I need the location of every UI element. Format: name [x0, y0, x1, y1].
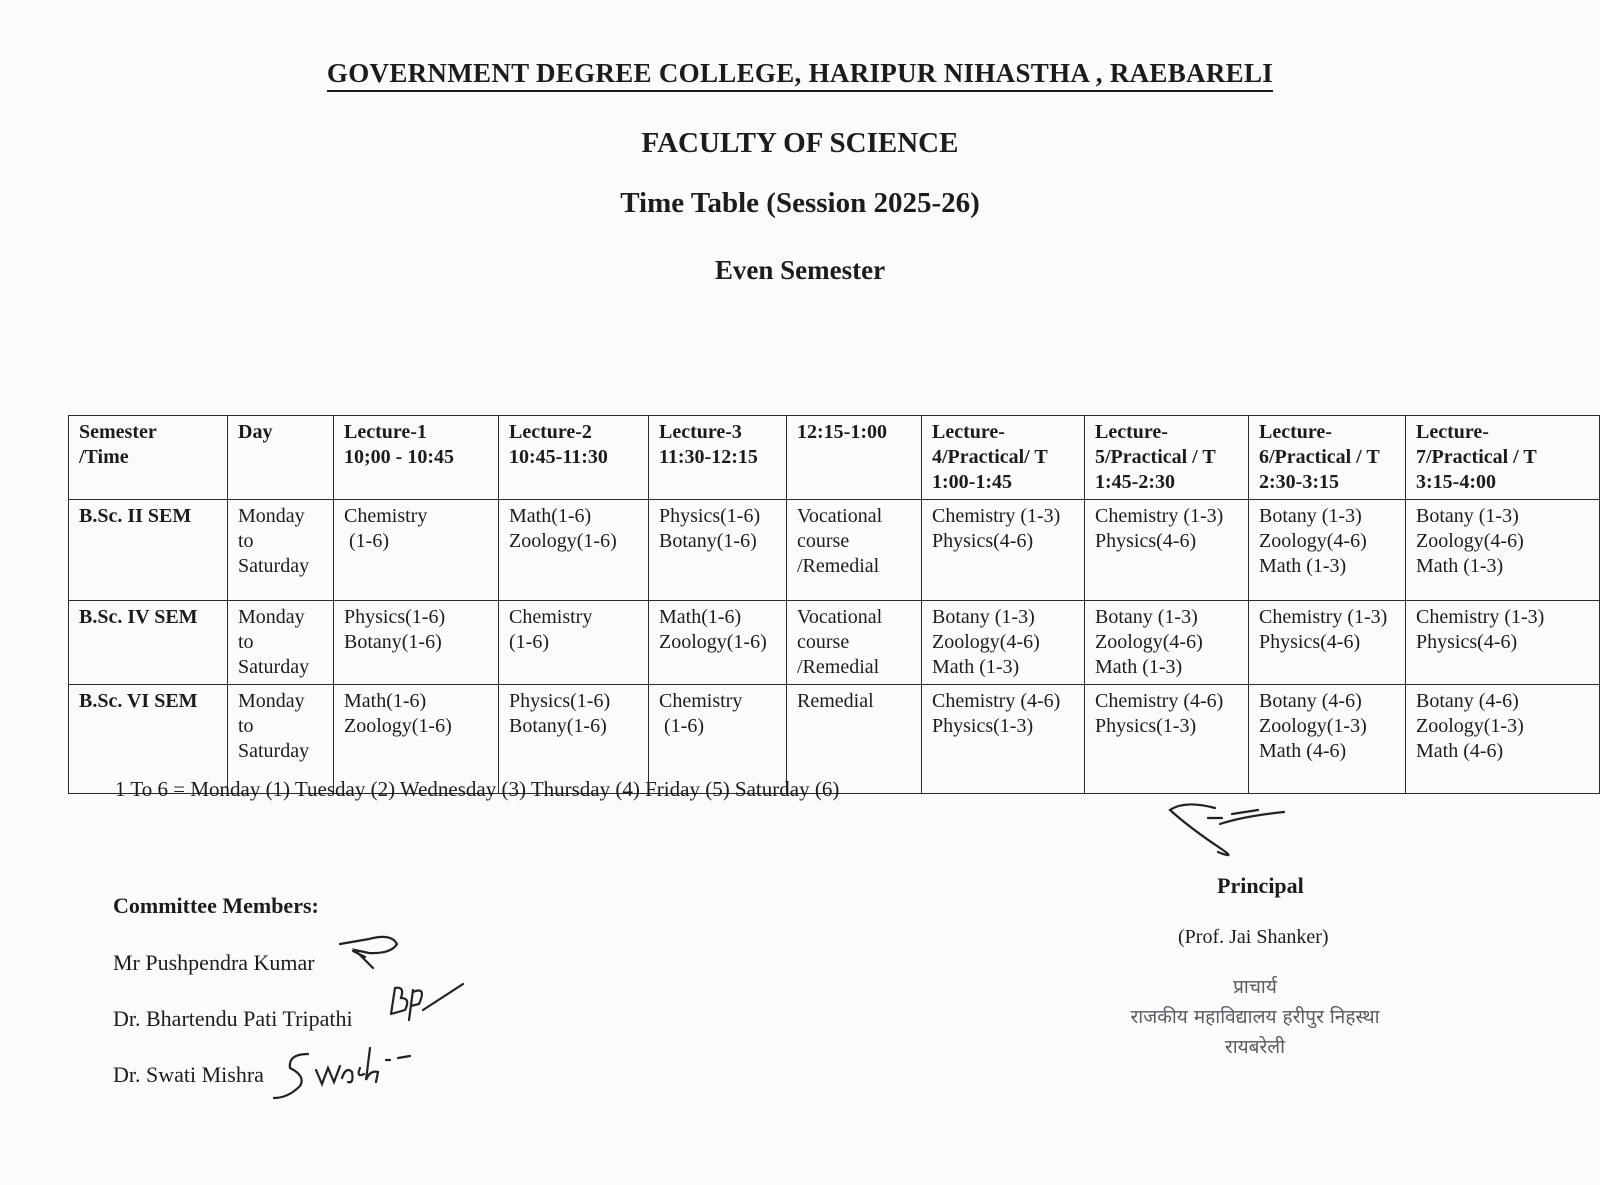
slot-cell: Chemistry (4-6) Physics(1-3) — [1085, 685, 1249, 794]
slot-cell: Physics(1-6) Botany(1-6) — [499, 685, 649, 794]
header-lecture-6: Lecture- 6/Practical / T 2:30-3:15 — [1249, 416, 1406, 500]
faculty-title: FACULTY OF SCIENCE — [641, 127, 959, 159]
stamp-line: राजकीय महाविद्यालय हरीपुर निहस्था — [1130, 1006, 1380, 1028]
slot-cell: Botany (1-3) Zoology(4-6) Math (1-3) — [1249, 500, 1406, 601]
slot-cell: Physics(1-6) Botany(1-6) — [649, 500, 787, 601]
committee-member: Dr. Swati Mishra — [113, 1062, 264, 1087]
slot-cell: Botany (4-6) Zoology(1-3) Math (4-6) — [1406, 685, 1600, 794]
slot-cell: Chemistry (1-3) Physics(4-6) — [1249, 601, 1406, 685]
header-lecture-4: Lecture- 4/Practical/ T 1:00-1:45 — [922, 416, 1085, 500]
day-legend: 1 To 6 = Monday (1) Tuesday (2) Wednesday (3) Thursday (4) Friday (5) Saturday (6) — [115, 777, 840, 801]
day-cell: Monday to Saturday — [228, 500, 334, 601]
signature-swati — [270, 1038, 415, 1102]
semester-title: Even Semester — [714, 255, 886, 285]
stamp-line: प्राचार्य — [1233, 976, 1277, 998]
slot-cell: Remedial — [787, 685, 922, 794]
header-break-slot: 12:15-1:00 — [787, 416, 922, 500]
slot-cell: Chemistry (4-6) Physics(1-3) — [922, 685, 1085, 794]
slot-cell: Chemistry (1-6) — [649, 685, 787, 794]
slot-cell: Chemistry (1-3) Physics(4-6) — [1085, 500, 1249, 601]
principal-name: (Prof. Jai Shanker) — [1178, 926, 1329, 948]
committee-member: Dr. Bhartendu Pati Tripathi — [113, 1006, 353, 1031]
day-cell: Monday to Saturday — [228, 685, 334, 794]
header-lecture-5: Lecture- 5/Practical / T 1:45-2:30 — [1085, 416, 1249, 500]
header-lecture-2: Lecture-2 10:45-11:30 — [499, 416, 649, 500]
signature-pushpendra — [335, 930, 410, 980]
table-header-row — [69, 416, 1600, 500]
slot-cell: Botany (1-3) Zoology(4-6) Math (1-3) — [1085, 601, 1249, 685]
header-semester: Semester /Time — [69, 416, 228, 500]
principal-label: Principal — [1217, 873, 1304, 898]
semester-cell: B.Sc. IV SEM — [69, 601, 228, 685]
slot-cell: Botany (1-3) Zoology(4-6) Math (1-3) — [1406, 500, 1600, 601]
timetable — [68, 415, 1600, 794]
day-cell: Monday to Saturday — [228, 601, 334, 685]
table-row — [69, 500, 1600, 601]
timetable-title: Time Table (Session 2025-26) — [620, 187, 980, 219]
slot-cell: Botany (1-3) Zoology(4-6) Math (1-3) — [922, 601, 1085, 685]
slot-cell: Chemistry (1-6) — [499, 601, 649, 685]
semester-cell: B.Sc. VI SEM — [69, 685, 228, 794]
table-row — [69, 601, 1600, 685]
principal-stamp — [1110, 972, 1400, 1062]
slot-cell: Chemistry (1-3) Physics(4-6) — [1406, 601, 1600, 685]
committee-title: Committee Members: — [113, 893, 319, 918]
signature-principal — [1160, 796, 1290, 864]
slot-cell: Math(1-6) Zoology(1-6) — [499, 500, 649, 601]
slot-cell: Math(1-6) Zoology(1-6) — [334, 685, 499, 794]
header-lecture-1: Lecture-1 10;00 - 10:45 — [334, 416, 499, 500]
slot-cell: Math(1-6) Zoology(1-6) — [649, 601, 787, 685]
header-day: Day — [228, 416, 334, 500]
slot-cell: Chemistry (1-3) Physics(4-6) — [922, 500, 1085, 601]
header-lecture-3: Lecture-3 11:30-12:15 — [649, 416, 787, 500]
slot-cell: Physics(1-6) Botany(1-6) — [334, 601, 499, 685]
stamp-line: रायबरेली — [1224, 1036, 1286, 1058]
college-name: GOVERNMENT DEGREE COLLEGE, HARIPUR NIHASTHA , RAEBARELI — [0, 58, 1600, 89]
semester-cell: B.Sc. II SEM — [69, 500, 228, 601]
slot-cell: Botany (4-6) Zoology(1-3) Math (4-6) — [1249, 685, 1406, 794]
header-lecture-7: Lecture- 7/Practical / T 3:15-4:00 — [1406, 416, 1600, 500]
slot-cell: Chemistry (1-6) — [334, 500, 499, 601]
slot-cell: Vocational course /Remedial — [787, 601, 922, 685]
slot-cell: Vocational course /Remedial — [787, 500, 922, 601]
signature-bhartendu — [383, 980, 468, 1028]
committee-member: Mr Pushpendra Kumar — [113, 950, 315, 975]
